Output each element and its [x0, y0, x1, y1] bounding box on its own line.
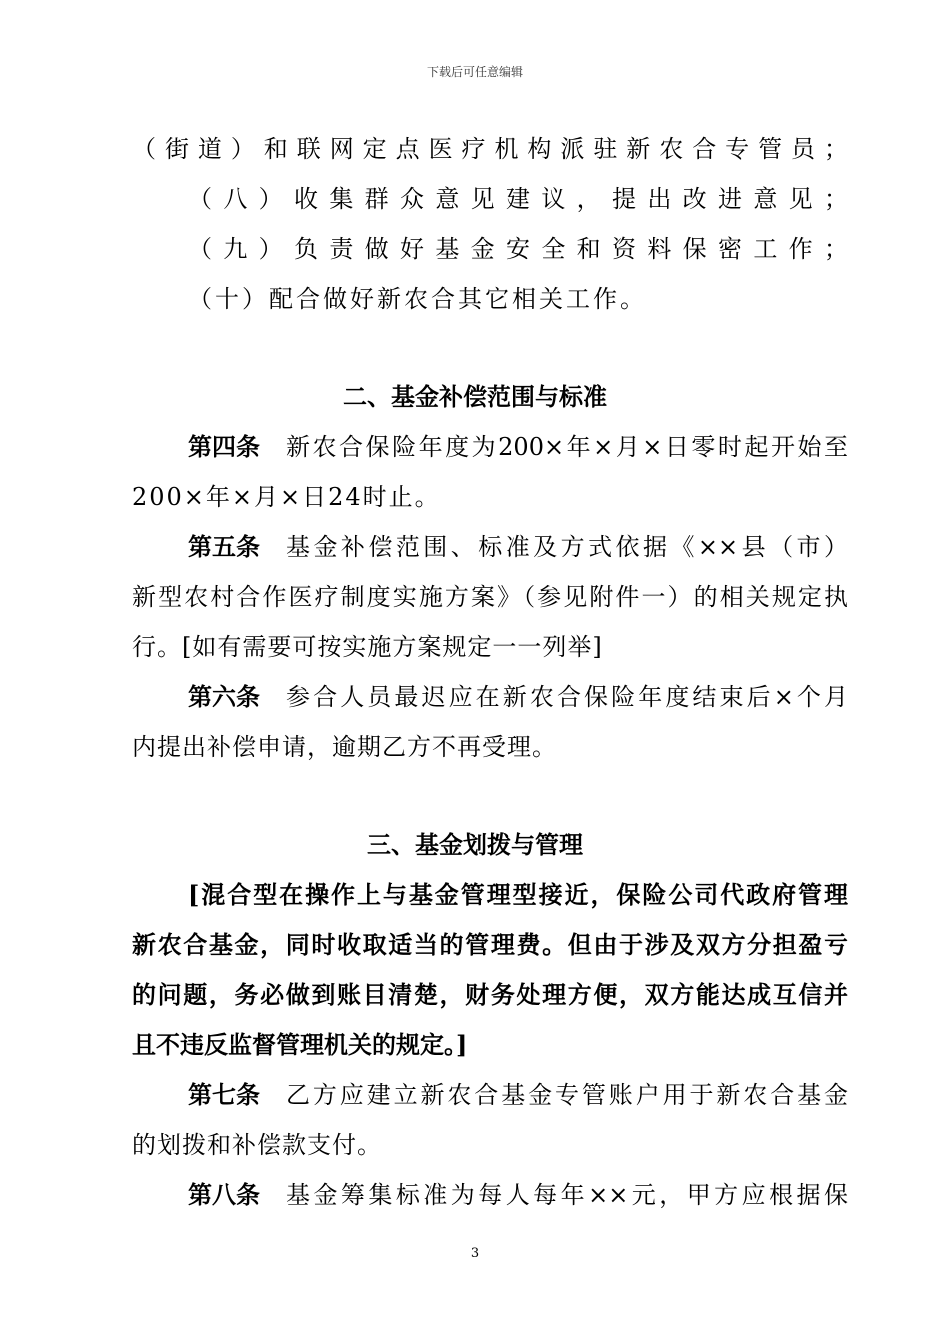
page-number: 3: [470, 1246, 480, 1261]
article-text: 基金筹集标准为每人每年××元，甲方应根据保: [286, 1181, 848, 1209]
article-label: 第四条: [188, 432, 260, 461]
article-4: [188, 432, 848, 462]
article-text: 参合人员最迟应在新农合保险年度结束后×个月: [286, 683, 848, 711]
paragraph-line: （街道）和联网定点医疗机构派驻新农合专管员；: [132, 135, 848, 163]
note-line: [混合型在操作上与基金管理型接近，保险公司代政府管理: [188, 880, 848, 909]
article-8: [188, 1180, 848, 1210]
article-7: [188, 1080, 848, 1110]
article-label: 第五条: [188, 532, 260, 561]
article-6: [188, 682, 848, 712]
article-5-cont: 新型农村合作医疗制度实施方案》（参见附件一）的相关规定执: [132, 583, 848, 611]
article-label: 第七条: [188, 1080, 260, 1109]
section-heading-2: 二、基金补偿范围与标准: [343, 382, 607, 411]
article-5-cont2: 行。[如有需要可按实施方案规定一一列举]: [132, 633, 603, 661]
note-line: 且不违反监督管理机关的规定。]: [132, 1030, 468, 1059]
note-line: 的问题，务必做到账目清楚，财务处理方便，双方能达成互信并: [132, 980, 848, 1009]
note-line: 新农合基金，同时收取适当的管理费。但由于涉及双方分担盈亏: [132, 930, 848, 959]
page-header: 下载后可任意编辑: [426, 65, 523, 79]
article-7-cont: 的划拨和补偿款支付。: [132, 1131, 382, 1159]
article-text: 基金补偿范围、标准及方式依据《××县（市）: [286, 533, 848, 561]
list-item-9: （九）负责做好基金安全和资料保密工作；: [188, 235, 848, 263]
article-label: 第八条: [188, 1180, 260, 1209]
article-5: [188, 532, 848, 562]
list-item-10: （十）配合做好新农合其它相关工作。: [188, 285, 647, 313]
article-4-cont: 200×年×月×日24时止。: [132, 483, 441, 511]
article-text: 乙方应建立新农合基金专管账户用于新农合基金: [286, 1081, 848, 1109]
article-text: 新农合保险年度为200×年×月×日零时起开始至: [286, 433, 848, 461]
article-label: 第六条: [188, 682, 260, 711]
section-heading-3: 三、基金划拨与管理: [367, 830, 583, 859]
article-6-cont: 内提出补偿申请，逾期乙方不再受理。: [132, 733, 557, 761]
list-item-8: （八）收集群众意见建议，提出改进意见；: [188, 185, 848, 213]
